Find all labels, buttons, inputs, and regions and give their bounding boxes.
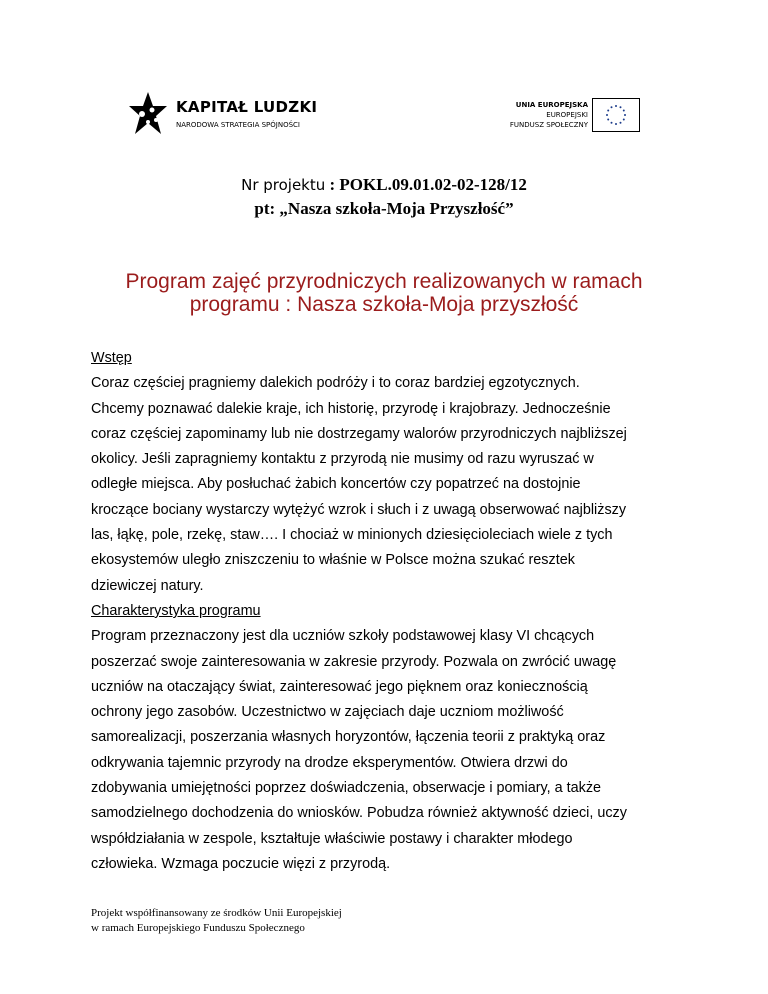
intro-heading: Wstęp bbox=[91, 350, 132, 366]
text-line: dziewiczej natury. bbox=[91, 577, 204, 594]
eu-star-icon bbox=[623, 110, 625, 112]
eu-star-icon bbox=[607, 110, 609, 112]
eu-star-icon bbox=[623, 119, 625, 121]
project-title: pt: „Nasza szkoła-Moja Przyszłość” bbox=[254, 199, 514, 218]
page-title-line2: programu : Nasza szkoła-Moja przyszłość bbox=[189, 293, 579, 316]
eu-logo-line1: UNIA EUROPEJSKA bbox=[515, 101, 588, 109]
logo-left-subtitle: NARODOWA STRATEGIA SPÓJNOŚCI bbox=[176, 121, 300, 129]
text-line: Program przeznaczony jest dla uczniów szkoły podstawowej klasy VI chcących bbox=[91, 628, 595, 645]
logo-left-title: KAPITAŁ LUDZKI bbox=[176, 98, 318, 116]
text-line: odkrywania tajemnic przyrody na drodze eksperymentów. Otwiera drzwi do bbox=[91, 754, 568, 771]
text-line: uczniów na otaczający świat, zainteresować jego pięknem oraz koniecznością bbox=[91, 678, 588, 695]
text-line: kroczące bociany wystarczy wytężyć wzrok i słuch i z uwagą obserwować najbliższy bbox=[91, 501, 627, 518]
text-line: samorealizacji, poszerzania własnych horyzontów, łączenia teorii z praktyką oraz bbox=[91, 729, 606, 746]
text-line: odległe miejsca. Aby posłuchać żabich koncertów czy popatrzeć na dostojnie bbox=[91, 476, 581, 493]
text-line: samodzielnego dochodzenia do wniosków. Pobudza również aktywność dzieci, uczy bbox=[91, 805, 627, 822]
eu-star-icon bbox=[606, 114, 608, 116]
program-paragraph bbox=[91, 624, 691, 877]
eu-logo-line2: EUROPEJSKI bbox=[546, 111, 588, 119]
project-number-label: Nr projektu bbox=[241, 176, 326, 194]
eu-star-icon bbox=[620, 122, 622, 124]
intro-paragraph bbox=[91, 371, 691, 599]
text-line: ekosystemów uległo zniszczeniu to właśnie w Polsce można szukać resztek bbox=[91, 552, 575, 569]
page-title-line1: Program zajęć przyrodniczych realizowanych w ramach bbox=[125, 270, 643, 293]
eu-star-icon bbox=[611, 122, 613, 124]
program-heading: Charakterystyka programu bbox=[91, 602, 261, 619]
eu-star-icon bbox=[615, 123, 617, 125]
kapital-ludzki-star-icon bbox=[128, 90, 168, 138]
eu-logo bbox=[470, 98, 650, 138]
project-number bbox=[0, 175, 768, 195]
eu-star-icon bbox=[615, 105, 617, 107]
text-line: Chcemy poznawać dalekie kraje, ich historię, przyrodę i krajobrazy. Jednocześnie bbox=[91, 400, 611, 417]
eu-logo-text bbox=[510, 100, 588, 130]
text-line: las, łąkę, pole, rzekę, staw…. I chociaż w minionych dziesięcioleciach wiele z tych bbox=[91, 527, 613, 544]
footer bbox=[91, 906, 342, 936]
eu-star-icon bbox=[624, 114, 626, 116]
kapital-ludzki-logo bbox=[128, 90, 358, 140]
eu-logo-line3: FUNDUSZ SPOŁECZNY bbox=[509, 121, 588, 129]
footer-line1: Projekt współfinansowany ze środków Unii Europejskiej bbox=[91, 907, 342, 919]
eu-flag-icon bbox=[592, 98, 640, 132]
text-line: ochrony jego zasobów. Uczestnictwo w zajęciach daje uczniom możliwość bbox=[91, 704, 564, 721]
text-line: współdziałania w zespole, kształtuje właściwie postawy i charakter młodego bbox=[91, 830, 573, 847]
text-line: człowieka. Wzmaga poczucie więzi z przyrodą. bbox=[91, 855, 391, 872]
page-title bbox=[60, 270, 708, 316]
text-line: coraz częściej zapominamy lub nie dostrzegamy walorów przyrodniczych najbliższej bbox=[91, 425, 627, 442]
project-number-value: : POKL.09.01.02-02-128/12 bbox=[325, 175, 527, 194]
eu-star-icon bbox=[607, 119, 609, 121]
eu-star-icon bbox=[620, 106, 622, 108]
text-line: okolicy. Jeśli zapragniemy kontaktu z przyrodą nie musimy od razu wyruszać w bbox=[91, 451, 594, 468]
text-line: zdobywania umiejętności poprzez doświadczenia, obserwacje i pomiary, a także bbox=[91, 780, 602, 797]
text-line: poszerzać swoje zainteresowania w zakresie przyrody. Pozwala on zwrócić uwagę bbox=[91, 653, 617, 670]
text-line: Coraz częściej pragniemy dalekich podróży i to coraz bardziej egzotycznych. bbox=[91, 375, 580, 392]
document-body bbox=[91, 346, 691, 877]
eu-star-icon bbox=[611, 106, 613, 108]
footer-line2: w ramach Europejskiego Funduszu Społecznego bbox=[91, 922, 305, 934]
